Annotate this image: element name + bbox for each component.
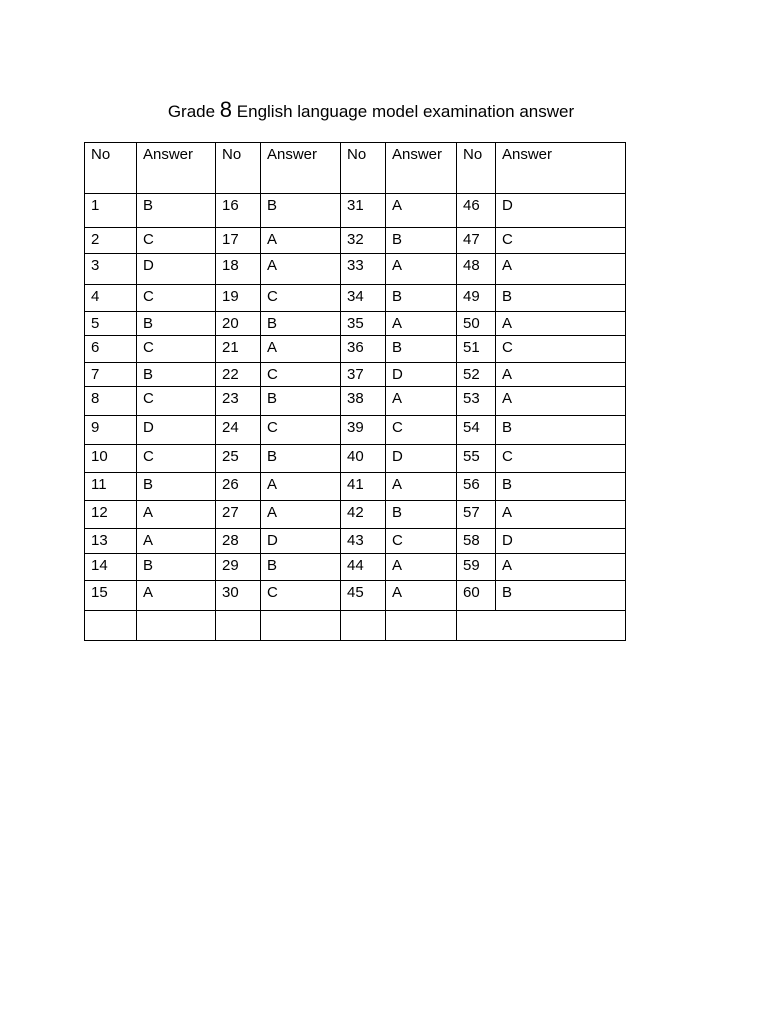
table-row (85, 336, 626, 363)
question-number-cell: 11 (85, 473, 137, 501)
answer-cell: B (386, 285, 457, 312)
answer-cell: A (261, 254, 341, 285)
answer-cell: A (261, 228, 341, 254)
header-no: No (457, 143, 496, 194)
question-number-cell: 30 (216, 581, 261, 611)
header-answer: Answer (496, 143, 626, 194)
empty-cell (457, 611, 626, 641)
answer-cell: B (496, 285, 626, 312)
answer-cell: B (496, 581, 626, 611)
answer-cell: A (496, 312, 626, 336)
question-number-cell: 54 (457, 416, 496, 445)
question-number-cell: 5 (85, 312, 137, 336)
answer-cell: B (496, 473, 626, 501)
answer-cell: C (137, 387, 216, 416)
table-row (85, 473, 626, 501)
question-number-cell: 22 (216, 363, 261, 387)
header-answer: Answer (137, 143, 216, 194)
answer-cell: A (496, 554, 626, 581)
table-row (85, 554, 626, 581)
question-number-cell: 21 (216, 336, 261, 363)
question-number-cell: 34 (341, 285, 386, 312)
question-number-cell: 59 (457, 554, 496, 581)
question-number-cell: 43 (341, 529, 386, 554)
question-number-cell: 28 (216, 529, 261, 554)
answer-cell: B (137, 312, 216, 336)
question-number-cell: 50 (457, 312, 496, 336)
question-number-cell: 57 (457, 501, 496, 529)
question-number-cell: 47 (457, 228, 496, 254)
question-number-cell: 25 (216, 445, 261, 473)
answer-cell: C (496, 445, 626, 473)
question-number-cell: 39 (341, 416, 386, 445)
answer-cell: C (261, 581, 341, 611)
question-number-cell: 38 (341, 387, 386, 416)
header-row (85, 143, 626, 194)
question-number-cell: 58 (457, 529, 496, 554)
table-row (85, 501, 626, 529)
answer-cell: B (496, 416, 626, 445)
table-row (85, 194, 626, 228)
question-number-cell: 4 (85, 285, 137, 312)
answer-cell: D (137, 416, 216, 445)
answer-cell: A (137, 529, 216, 554)
question-number-cell: 52 (457, 363, 496, 387)
answer-cell: A (496, 501, 626, 529)
answer-cell: B (261, 194, 341, 228)
answer-cell: A (496, 254, 626, 285)
table-row (85, 254, 626, 285)
answer-cell: A (386, 581, 457, 611)
answer-cell: B (137, 194, 216, 228)
question-number-cell: 46 (457, 194, 496, 228)
answer-cell: B (137, 554, 216, 581)
question-number-cell: 51 (457, 336, 496, 363)
question-number-cell: 48 (457, 254, 496, 285)
answer-cell: B (386, 228, 457, 254)
empty-footer-row (85, 611, 626, 641)
question-number-cell: 24 (216, 416, 261, 445)
header-answer: Answer (386, 143, 457, 194)
empty-cell (85, 611, 137, 641)
answer-cell: A (261, 473, 341, 501)
answer-cell: A (496, 363, 626, 387)
question-number-cell: 36 (341, 336, 386, 363)
table-row (85, 445, 626, 473)
title-suffix: English language model examination answer (236, 102, 575, 121)
answer-cell: A (261, 501, 341, 529)
answer-cell: B (261, 387, 341, 416)
question-number-cell: 56 (457, 473, 496, 501)
question-number-cell: 27 (216, 501, 261, 529)
answer-cell: A (137, 581, 216, 611)
question-number-cell: 9 (85, 416, 137, 445)
question-number-cell: 15 (85, 581, 137, 611)
answer-cell: B (261, 445, 341, 473)
question-number-cell: 6 (85, 336, 137, 363)
table-row (85, 228, 626, 254)
answer-cell: A (386, 254, 457, 285)
table-row (85, 581, 626, 611)
answer-cell: C (261, 285, 341, 312)
answer-cell: C (386, 416, 457, 445)
header-answer: Answer (261, 143, 341, 194)
table-row (85, 312, 626, 336)
answer-cell: C (386, 529, 457, 554)
title-grade-number: 8 (219, 97, 233, 122)
answer-cell: A (137, 501, 216, 529)
answer-cell: C (496, 336, 626, 363)
question-number-cell: 40 (341, 445, 386, 473)
question-number-cell: 3 (85, 254, 137, 285)
answer-cell: B (261, 312, 341, 336)
question-number-cell: 42 (341, 501, 386, 529)
answer-cell: A (261, 336, 341, 363)
title-prefix: Grade (167, 102, 216, 121)
question-number-cell: 13 (85, 529, 137, 554)
empty-cell (137, 611, 216, 641)
question-number-cell: 2 (85, 228, 137, 254)
question-number-cell: 16 (216, 194, 261, 228)
answer-cell: D (137, 254, 216, 285)
answer-cell: A (386, 554, 457, 581)
question-number-cell: 17 (216, 228, 261, 254)
answer-cell: B (261, 554, 341, 581)
answer-cell: B (386, 336, 457, 363)
answer-cell: A (496, 387, 626, 416)
question-number-cell: 60 (457, 581, 496, 611)
answer-cell: A (386, 387, 457, 416)
answer-cell: B (137, 363, 216, 387)
answer-table (84, 142, 626, 641)
question-number-cell: 12 (85, 501, 137, 529)
question-number-cell: 29 (216, 554, 261, 581)
question-number-cell: 41 (341, 473, 386, 501)
page-title (0, 97, 742, 123)
question-number-cell: 23 (216, 387, 261, 416)
empty-cell (341, 611, 386, 641)
question-number-cell: 18 (216, 254, 261, 285)
header-no: No (341, 143, 386, 194)
question-number-cell: 7 (85, 363, 137, 387)
question-number-cell: 19 (216, 285, 261, 312)
question-number-cell: 55 (457, 445, 496, 473)
question-number-cell: 35 (341, 312, 386, 336)
question-number-cell: 32 (341, 228, 386, 254)
answer-cell: D (386, 363, 457, 387)
question-number-cell: 31 (341, 194, 386, 228)
question-number-cell: 37 (341, 363, 386, 387)
question-number-cell: 33 (341, 254, 386, 285)
answer-cell: A (386, 473, 457, 501)
header-no: No (85, 143, 137, 194)
question-number-cell: 10 (85, 445, 137, 473)
question-number-cell: 14 (85, 554, 137, 581)
answer-cell: B (386, 501, 457, 529)
question-number-cell: 45 (341, 581, 386, 611)
question-number-cell: 20 (216, 312, 261, 336)
answer-cell: D (261, 529, 341, 554)
empty-cell (261, 611, 341, 641)
table-row (85, 529, 626, 554)
answer-cell: A (386, 312, 457, 336)
table-row (85, 416, 626, 445)
question-number-cell: 49 (457, 285, 496, 312)
empty-cell (216, 611, 261, 641)
answer-cell: A (386, 194, 457, 228)
answer-cell: C (137, 285, 216, 312)
table-row (85, 387, 626, 416)
answer-cell: D (386, 445, 457, 473)
answer-cell: C (496, 228, 626, 254)
question-number-cell: 26 (216, 473, 261, 501)
answer-cell: C (261, 416, 341, 445)
answer-cell: C (137, 336, 216, 363)
question-number-cell: 1 (85, 194, 137, 228)
answer-cell: B (137, 473, 216, 501)
question-number-cell: 44 (341, 554, 386, 581)
empty-cell (386, 611, 457, 641)
question-number-cell: 53 (457, 387, 496, 416)
answer-cell: C (261, 363, 341, 387)
question-number-cell: 8 (85, 387, 137, 416)
answer-cell: D (496, 194, 626, 228)
answer-cell: D (496, 529, 626, 554)
header-no: No (216, 143, 261, 194)
answer-cell: C (137, 228, 216, 254)
table-row (85, 363, 626, 387)
answer-cell: C (137, 445, 216, 473)
table-row (85, 285, 626, 312)
